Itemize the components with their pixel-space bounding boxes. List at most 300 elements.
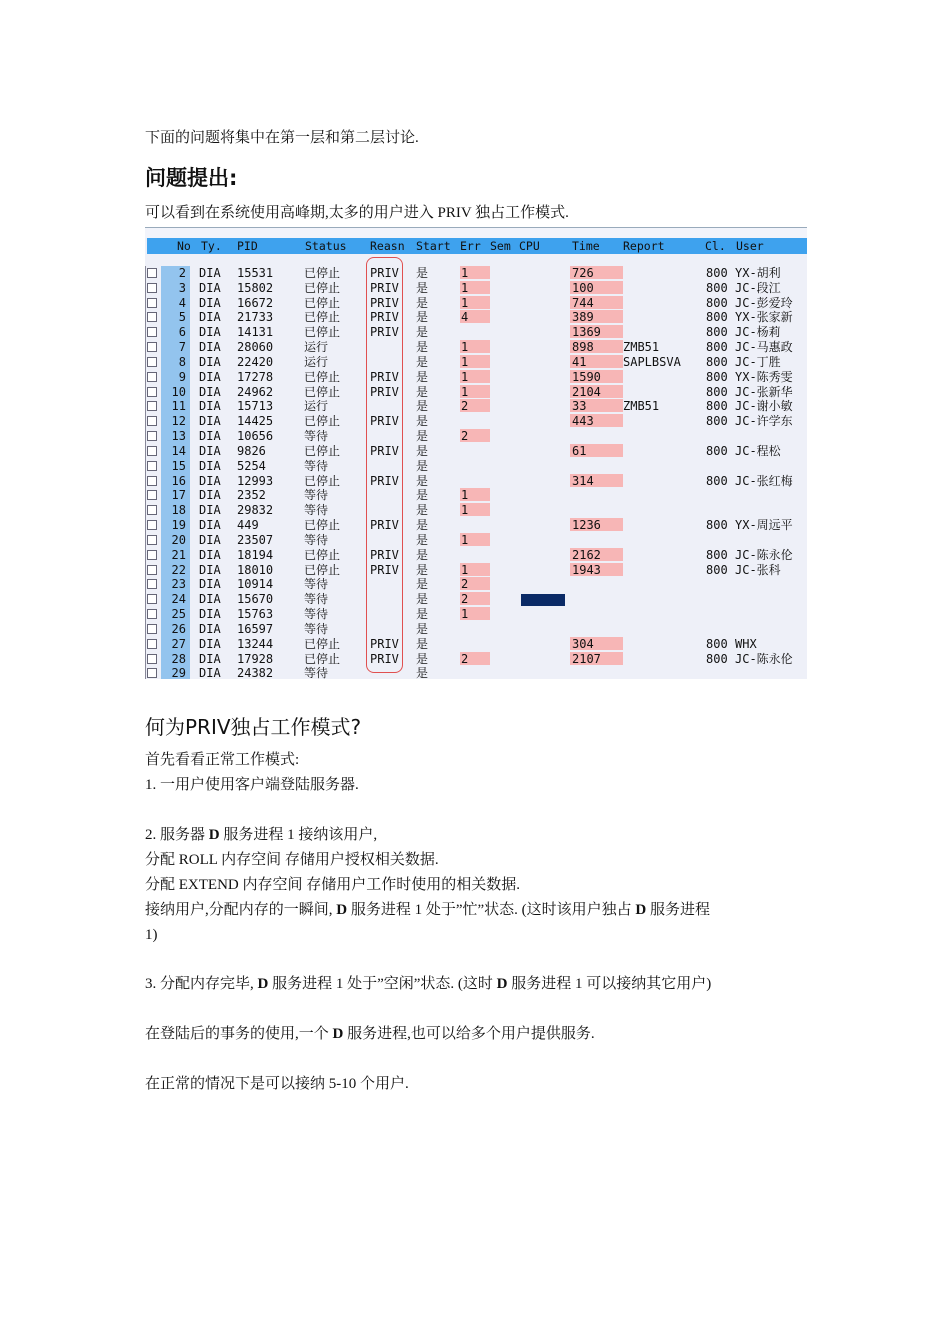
cell-type: DIA xyxy=(199,666,221,679)
cell-user: YX-胡利 xyxy=(735,266,781,280)
table-row[interactable] xyxy=(145,399,807,414)
col-type[interactable]: Ty. xyxy=(201,239,222,253)
cell-no: 7 xyxy=(161,340,190,355)
cell-type: DIA xyxy=(199,473,221,488)
cell-time: 314 xyxy=(572,473,594,488)
cell-reason: PRIV xyxy=(370,547,399,562)
s2-line1: 首先看看正常工作模式: xyxy=(145,752,300,768)
cell-start: 是 xyxy=(416,325,429,340)
cell-report: ZMB51 xyxy=(623,399,660,414)
cell-pid: 12993 xyxy=(237,473,274,488)
cell-status: 已停止 xyxy=(304,280,341,295)
intro-text: 下面的问题将集中在第一层和第二层讨论. xyxy=(145,130,419,146)
cell-start: 是 xyxy=(416,458,429,473)
cell-type: DIA xyxy=(199,369,221,384)
cell-reason: PRIV xyxy=(370,473,399,488)
s2-line6-cont: 1) xyxy=(145,927,158,943)
cell-start: 是 xyxy=(416,636,429,651)
table-row[interactable] xyxy=(145,296,807,311)
cell-type: DIA xyxy=(199,488,221,503)
cell-status: 已停止 xyxy=(304,636,341,651)
row-checkbox[interactable] xyxy=(147,594,157,604)
s2-line7: 3. 分配内存完毕, D 服务进程 1 处于”空闲”状态. (这时 D 服务进程 1 可以接纳其它用户) xyxy=(145,976,712,992)
cell-status: 等待 xyxy=(304,458,329,473)
cell-start: 是 xyxy=(416,562,429,577)
cell-no: 6 xyxy=(161,325,190,340)
cell-pid: 15802 xyxy=(237,280,274,295)
cell-client: 800 xyxy=(706,518,728,533)
cell-reason: PRIV xyxy=(370,414,399,429)
cell-client: 800 xyxy=(706,266,728,280)
cell-client: 800 xyxy=(706,636,728,651)
cell-status: 已停止 xyxy=(304,518,341,533)
table-row[interactable] xyxy=(145,385,807,400)
cell-reason: PRIV xyxy=(370,651,399,666)
table-row[interactable] xyxy=(145,592,807,607)
cell-user: JC-谢小敏 xyxy=(735,399,793,414)
table-row[interactable] xyxy=(145,429,807,444)
cell-start: 是 xyxy=(416,443,429,458)
s2-line6: 接纳用户,分配内存的一瞬间, D 服务进程 1 处于”忙”状态. (这时该用户独占 D 服务进程 xyxy=(145,902,711,918)
cell-client: 800 xyxy=(706,384,728,399)
cell-reason: PRIV xyxy=(370,369,399,384)
row-checkbox[interactable] xyxy=(147,268,157,278)
cell-type: DIA xyxy=(199,636,221,651)
cell-status: 已停止 xyxy=(304,562,341,577)
row-checkbox[interactable] xyxy=(147,312,157,322)
cell-type: DIA xyxy=(199,429,221,444)
cell-client: 800 xyxy=(706,414,728,429)
cell-err: 2 xyxy=(461,651,469,666)
cell-type: DIA xyxy=(199,562,221,577)
cell-time: 898 xyxy=(572,340,594,355)
cell-client: 800 xyxy=(706,562,728,577)
cell-pid: 15713 xyxy=(237,399,274,414)
cell-pid: 23507 xyxy=(237,532,274,547)
cell-time: 1236 xyxy=(572,518,601,533)
cpu-selection-bar xyxy=(521,594,565,606)
cell-reason: PRIV xyxy=(370,518,399,533)
cell-pid: 24962 xyxy=(237,384,274,399)
row-checkbox[interactable] xyxy=(147,550,157,560)
table-row[interactable] xyxy=(145,281,807,296)
row-checkbox[interactable] xyxy=(147,357,157,367)
cell-start: 是 xyxy=(416,414,429,429)
cell-type: DIA xyxy=(199,458,221,473)
table-header xyxy=(147,238,807,254)
cell-client: 800 xyxy=(706,340,728,355)
table-row[interactable] xyxy=(145,266,807,281)
cell-status: 已停止 xyxy=(304,310,341,325)
cell-type: DIA xyxy=(199,518,221,533)
cell-user: JC-马惠政 xyxy=(735,340,793,355)
cell-client: 800 xyxy=(706,310,728,325)
row-checkbox[interactable] xyxy=(147,668,157,678)
cell-type: DIA xyxy=(199,295,221,310)
cell-status: 已停止 xyxy=(304,443,341,458)
cell-err: 1 xyxy=(461,369,469,384)
cell-no: 12 xyxy=(161,414,190,429)
row-checkbox[interactable] xyxy=(147,639,157,649)
cell-type: DIA xyxy=(199,310,221,325)
row-checkbox[interactable] xyxy=(147,461,157,471)
table-row[interactable] xyxy=(145,518,807,533)
cell-status: 等待 xyxy=(304,577,329,592)
cell-time: 61 xyxy=(572,443,587,458)
cell-user: JC-彭爱玲 xyxy=(735,295,793,310)
row-checkbox[interactable] xyxy=(147,387,157,397)
s2-line2: 1. 一用户使用客户端登陆服务器. xyxy=(145,777,359,793)
row-checkbox[interactable] xyxy=(147,298,157,308)
cell-pid: 449 xyxy=(237,518,259,533)
cell-no: 17 xyxy=(161,488,190,503)
cell-err: 2 xyxy=(461,577,469,592)
cell-err: 2 xyxy=(461,592,469,607)
cell-pid: 16597 xyxy=(237,621,274,636)
row-checkbox[interactable] xyxy=(147,446,157,456)
cell-no: 8 xyxy=(161,355,190,370)
cell-client: 800 xyxy=(706,473,728,488)
cell-status: 等待 xyxy=(304,488,329,503)
cell-pid: 18194 xyxy=(237,547,274,562)
row-checkbox[interactable] xyxy=(147,476,157,486)
cell-status: 已停止 xyxy=(304,369,341,384)
cell-report: SAPLBSVA xyxy=(623,354,681,369)
cell-status: 等待 xyxy=(304,532,329,547)
cell-client: 800 xyxy=(706,443,728,458)
table-row[interactable] xyxy=(145,637,807,652)
cell-time: 304 xyxy=(572,636,594,651)
cell-type: DIA xyxy=(199,532,221,547)
row-checkbox[interactable] xyxy=(147,505,157,515)
cell-type: DIA xyxy=(199,354,221,369)
row-checkbox[interactable] xyxy=(147,372,157,382)
cell-pid: 10656 xyxy=(237,429,274,444)
col-pid[interactable]: PID xyxy=(237,239,258,253)
cell-err: 2 xyxy=(461,399,469,414)
cell-time: 443 xyxy=(572,414,594,429)
cell-type: DIA xyxy=(199,280,221,295)
cell-client: 800 xyxy=(706,325,728,340)
cell-type: DIA xyxy=(199,340,221,355)
cell-err: 1 xyxy=(461,280,469,295)
cell-type: DIA xyxy=(199,503,221,518)
cell-no: 10 xyxy=(161,385,190,400)
cell-status: 已停止 xyxy=(304,547,341,562)
row-checkbox[interactable] xyxy=(147,609,157,619)
cell-user: JC-程松 xyxy=(735,443,781,458)
cell-time: 2162 xyxy=(572,547,601,562)
s2-line5: 分配 EXTEND 内存空间 存储用户工作时使用的相关数据. xyxy=(145,877,520,893)
cell-status: 已停止 xyxy=(304,295,341,310)
priv-highlight-oval xyxy=(366,257,403,673)
row-checkbox[interactable] xyxy=(147,565,157,575)
cell-status: 已停止 xyxy=(304,266,341,280)
cell-reason: PRIV xyxy=(370,280,399,295)
cell-user: JC-张科 xyxy=(735,562,781,577)
cell-err: 1 xyxy=(461,562,469,577)
cell-no: 14 xyxy=(161,444,190,459)
cell-pid: 29832 xyxy=(237,503,274,518)
left-border xyxy=(145,266,146,679)
cell-client: 800 xyxy=(706,369,728,384)
section2-heading: 何为PRIV独占工作模式? xyxy=(145,715,362,739)
cell-client: 800 xyxy=(706,295,728,310)
cell-reason: PRIV xyxy=(370,295,399,310)
cell-start: 是 xyxy=(416,369,429,384)
cell-status: 运行 xyxy=(304,354,329,369)
cell-start: 是 xyxy=(416,384,429,399)
cell-no: 9 xyxy=(161,370,190,385)
cell-start: 是 xyxy=(416,310,429,325)
table-row[interactable] xyxy=(145,607,807,622)
cell-pid: 10914 xyxy=(237,577,274,592)
cell-err: 1 xyxy=(461,384,469,399)
cell-start: 是 xyxy=(416,354,429,369)
cell-type: DIA xyxy=(199,443,221,458)
cell-pid: 15763 xyxy=(237,607,274,622)
cell-type: DIA xyxy=(199,266,221,280)
cell-no: 13 xyxy=(161,429,190,444)
cell-start: 是 xyxy=(416,577,429,592)
cell-reason: PRIV xyxy=(370,443,399,458)
cell-user: JC-许学东 xyxy=(735,414,793,429)
cell-pid: 2352 xyxy=(237,488,266,503)
cell-reason: PRIV xyxy=(370,384,399,399)
cell-start: 是 xyxy=(416,532,429,547)
cell-user: YX-周远平 xyxy=(735,518,793,533)
row-checkbox[interactable] xyxy=(147,520,157,530)
cell-type: DIA xyxy=(199,607,221,622)
cell-no: 16 xyxy=(161,474,190,489)
cell-start: 是 xyxy=(416,280,429,295)
cell-no: 26 xyxy=(161,622,190,637)
toolbar-strip xyxy=(145,228,807,238)
s2-line3: 2. 服务器 D 服务进程 1 接纳该用户, xyxy=(145,827,378,843)
col-no[interactable]: No xyxy=(177,239,191,253)
cell-err: 1 xyxy=(461,503,469,518)
cell-no: 28 xyxy=(161,652,190,667)
cell-client: 800 xyxy=(706,280,728,295)
cell-no: 23 xyxy=(161,577,190,592)
cell-status: 已停止 xyxy=(304,384,341,399)
cell-pid: 22420 xyxy=(237,354,274,369)
cell-status: 等待 xyxy=(304,621,329,636)
cell-start: 是 xyxy=(416,518,429,533)
cell-err: 1 xyxy=(461,488,469,503)
row-checkbox[interactable] xyxy=(147,342,157,352)
cell-time: 41 xyxy=(572,354,587,369)
cell-err: 1 xyxy=(461,266,469,280)
cell-user: JC-陈永伦 xyxy=(735,651,793,666)
cell-type: DIA xyxy=(199,651,221,666)
cell-reason: PRIV xyxy=(370,325,399,340)
cell-err: 4 xyxy=(461,310,469,325)
table-row[interactable] xyxy=(145,622,807,637)
row-checkbox[interactable] xyxy=(147,401,157,411)
table-row[interactable] xyxy=(145,488,807,503)
section1-heading: 问题提出: xyxy=(145,166,238,190)
row-checkbox[interactable] xyxy=(147,416,157,426)
cell-no: 15 xyxy=(161,459,190,474)
cell-status: 等待 xyxy=(304,607,329,622)
cell-status: 等待 xyxy=(304,666,329,679)
row-checkbox[interactable] xyxy=(147,535,157,545)
col-start[interactable]: Start xyxy=(416,239,451,253)
col-time[interactable]: Time xyxy=(572,239,600,253)
cell-pid: 14131 xyxy=(237,325,274,340)
table-row[interactable] xyxy=(145,340,807,355)
cell-type: DIA xyxy=(199,399,221,414)
row-checkbox[interactable] xyxy=(147,327,157,337)
cell-pid: 5254 xyxy=(237,458,266,473)
cell-user: YX-陈秀雯 xyxy=(735,369,793,384)
section1-text: 可以看到在系统使用高峰期,太多的用户进入 PRIV 独占工作模式. xyxy=(145,205,569,221)
cell-err: 1 xyxy=(461,607,469,622)
cell-start: 是 xyxy=(416,592,429,607)
cell-start: 是 xyxy=(416,607,429,622)
cell-client: 800 xyxy=(706,547,728,562)
cell-type: DIA xyxy=(199,547,221,562)
cell-err: 1 xyxy=(461,340,469,355)
table-row[interactable] xyxy=(145,548,807,563)
table-row[interactable] xyxy=(145,370,807,385)
cell-time: 389 xyxy=(572,310,594,325)
cell-time: 744 xyxy=(572,295,594,310)
table-row[interactable] xyxy=(145,652,807,667)
cell-reason: PRIV xyxy=(370,562,399,577)
s2-line9: 在正常的情况下是可以接纳 5-10 个用户. xyxy=(145,1076,409,1092)
cell-status: 已停止 xyxy=(304,473,341,488)
cell-user: JC-张红梅 xyxy=(735,473,793,488)
cell-status: 运行 xyxy=(304,340,329,355)
table-row[interactable] xyxy=(145,444,807,459)
s2-line8: 在登陆后的事务的使用,一个 D 服务进程,也可以给多个用户提供服务. xyxy=(145,1026,595,1042)
table-row[interactable] xyxy=(145,459,807,474)
cell-type: DIA xyxy=(199,577,221,592)
cell-no: 5 xyxy=(161,310,190,325)
table-row[interactable] xyxy=(145,563,807,578)
cell-client: 800 xyxy=(706,651,728,666)
cell-start: 是 xyxy=(416,266,429,280)
cell-start: 是 xyxy=(416,340,429,355)
col-status[interactable]: Status xyxy=(305,239,347,253)
cell-time: 726 xyxy=(572,266,594,280)
cell-user: WHX xyxy=(735,636,757,651)
cell-no: 25 xyxy=(161,607,190,622)
cell-pid: 24382 xyxy=(237,666,274,679)
cell-status: 运行 xyxy=(304,399,329,414)
cell-no: 18 xyxy=(161,503,190,518)
table-row[interactable] xyxy=(145,474,807,489)
col-cpu[interactable]: CPU xyxy=(519,239,540,253)
cell-start: 是 xyxy=(416,295,429,310)
row-checkbox[interactable] xyxy=(147,654,157,664)
cell-status: 已停止 xyxy=(304,651,341,666)
cell-err: 1 xyxy=(461,295,469,310)
cell-user: JC-杨莉 xyxy=(735,325,781,340)
row-checkbox[interactable] xyxy=(147,490,157,500)
cell-pid: 28060 xyxy=(237,340,274,355)
table-row[interactable] xyxy=(145,533,807,548)
cell-pid: 21733 xyxy=(237,310,274,325)
col-reason[interactable]: Reasn xyxy=(370,239,405,253)
cell-no: 29 xyxy=(161,666,190,679)
cell-no: 20 xyxy=(161,533,190,548)
cell-user: JC-陈永伦 xyxy=(735,547,793,562)
cell-time: 1943 xyxy=(572,562,601,577)
cell-err: 1 xyxy=(461,532,469,547)
cell-status: 已停止 xyxy=(304,414,341,429)
cell-type: DIA xyxy=(199,592,221,607)
row-checkbox[interactable] xyxy=(147,579,157,589)
cell-report: ZMB51 xyxy=(623,340,660,355)
cell-status: 等待 xyxy=(304,503,329,518)
cell-start: 是 xyxy=(416,547,429,562)
cell-no: 21 xyxy=(161,548,190,563)
cell-no: 11 xyxy=(161,399,190,414)
table-row[interactable] xyxy=(145,310,807,325)
cell-pid: 17928 xyxy=(237,651,274,666)
cell-pid: 15670 xyxy=(237,592,274,607)
cell-user: JC-张新华 xyxy=(735,384,793,399)
cell-pid: 15531 xyxy=(237,266,274,280)
cell-start: 是 xyxy=(416,621,429,636)
cell-pid: 9826 xyxy=(237,443,266,458)
cell-err: 1 xyxy=(461,354,469,369)
table-row[interactable] xyxy=(145,503,807,518)
cell-type: DIA xyxy=(199,325,221,340)
cell-time: 100 xyxy=(572,280,594,295)
sap-process-overview-screenshot xyxy=(145,227,807,679)
cell-type: DIA xyxy=(199,414,221,429)
cell-err: 2 xyxy=(461,429,469,444)
row-checkbox[interactable] xyxy=(147,431,157,441)
cell-pid: 14425 xyxy=(237,414,274,429)
cell-start: 是 xyxy=(416,399,429,414)
cell-time: 33 xyxy=(572,399,587,414)
table-row[interactable] xyxy=(145,355,807,370)
col-sem[interactable]: Sem xyxy=(490,239,511,253)
cell-reason: PRIV xyxy=(370,310,399,325)
col-err[interactable]: Err xyxy=(460,239,481,253)
col-user[interactable]: User xyxy=(736,239,764,253)
cell-pid: 17278 xyxy=(237,369,274,384)
cell-no: 3 xyxy=(161,281,190,296)
table-row[interactable] xyxy=(145,577,807,592)
cell-start: 是 xyxy=(416,666,429,679)
cell-client: 800 xyxy=(706,354,728,369)
cell-start: 是 xyxy=(416,429,429,444)
table-row[interactable] xyxy=(145,414,807,429)
cell-no: 4 xyxy=(161,296,190,311)
row-checkbox[interactable] xyxy=(147,283,157,293)
row-checkbox[interactable] xyxy=(147,624,157,634)
cell-reason: PRIV xyxy=(370,266,399,280)
col-report[interactable]: Report xyxy=(623,239,665,253)
cell-start: 是 xyxy=(416,473,429,488)
table-row[interactable] xyxy=(145,325,807,340)
col-client[interactable]: Cl. xyxy=(705,239,726,253)
cell-type: DIA xyxy=(199,384,221,399)
cell-status: 等待 xyxy=(304,429,329,444)
cell-time: 2104 xyxy=(572,384,601,399)
s2-line4: 分配 ROLL 内存空间 存储用户授权相关数据. xyxy=(145,852,439,868)
cell-pid: 13244 xyxy=(237,636,274,651)
table-row[interactable] xyxy=(145,666,807,679)
cell-start: 是 xyxy=(416,503,429,518)
cell-start: 是 xyxy=(416,488,429,503)
